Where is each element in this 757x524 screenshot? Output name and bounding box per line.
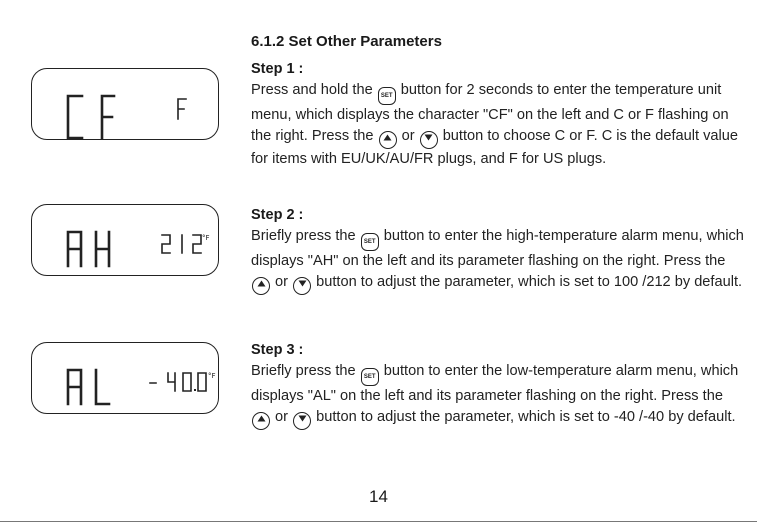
- lcd-unit-label: °F: [208, 372, 216, 380]
- lcd-unit-label: °F: [202, 234, 210, 242]
- set-button-icon: SET: [361, 233, 379, 251]
- lcd-display-ah: [31, 204, 219, 276]
- lcd-readout-al: [32, 343, 220, 415]
- down-arrow-icon: [293, 277, 311, 295]
- step-3-heading: Step 3 :: [251, 342, 304, 358]
- lcd-main-digits-al: [68, 370, 109, 404]
- footer-divider: [0, 521, 757, 522]
- lcd-display-cf: [31, 68, 219, 140]
- step-3-text: Briefly press the SET button to enter the low-temperature alarm menu, which displays "AL" on the left and its parameter flashing on the right. Press the or button to adjust the parameter, which is set to -40 /-40 by default.: [251, 361, 746, 430]
- lcd-display-al: [31, 342, 219, 414]
- up-arrow-icon: [252, 277, 270, 295]
- step-2-heading: Step 2 :: [251, 207, 304, 223]
- lcd-value-digits-212: [162, 235, 201, 253]
- lcd-value-digits-minus40: [150, 373, 206, 391]
- set-button-icon: SET: [361, 368, 379, 386]
- lcd-decimal-point: [194, 389, 196, 391]
- set-button-icon: SET: [378, 87, 396, 105]
- down-arrow-icon: [293, 412, 311, 430]
- lcd-readout-cf: [32, 69, 220, 141]
- lcd-main-digits-ah: [68, 232, 109, 266]
- up-arrow-icon: [379, 131, 397, 149]
- lcd-value-digits-f: [178, 99, 186, 119]
- step-1-heading: Step 1 :: [251, 61, 304, 77]
- down-arrow-icon: [420, 131, 438, 149]
- lcd-main-digits-cf: [68, 96, 114, 138]
- up-arrow-icon: [252, 412, 270, 430]
- step-1-text: Press and hold the SET button for 2 seconds to enter the temperature unit menu, which displays the character "CF" on the left and C or F flashing on the right. Press the or button to choose C or F. C is the default value for items with EU/UK/AU/FR plugs, and F for US plugs.: [251, 82, 738, 167]
- lcd-readout-ah: [32, 205, 220, 277]
- section-title: 6.1.2 Set Other Parameters: [251, 33, 442, 50]
- step-2-text: Briefly press the SET button to enter the high-temperature alarm menu, which displays "AH" on the left and its parameter flashing on the right. Press the or button to adjust the parameter, which is set to 100 /212 by default.: [251, 226, 746, 295]
- page-number: 14: [369, 487, 388, 506]
